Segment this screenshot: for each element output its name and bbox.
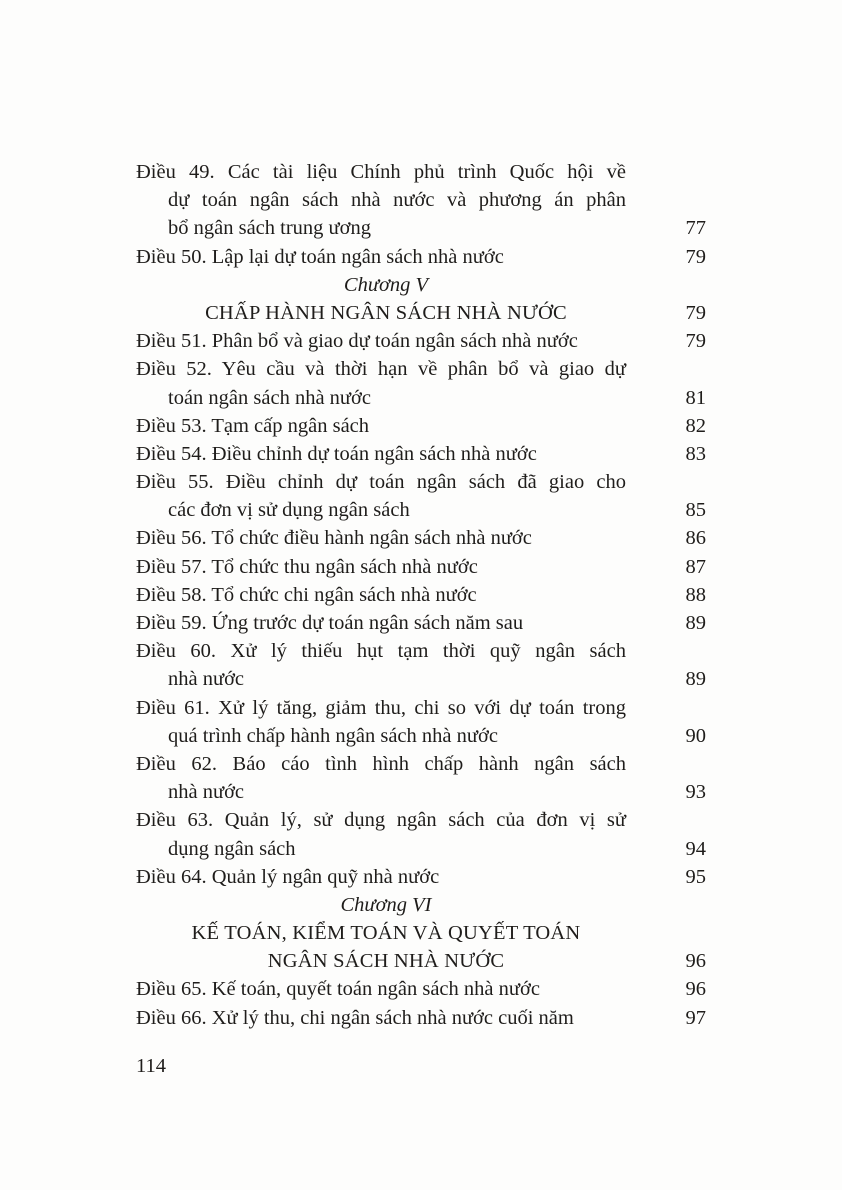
toc-entry-text: dụng ngân sách bbox=[168, 837, 296, 860]
toc-row bbox=[136, 919, 706, 947]
toc-row bbox=[136, 355, 706, 383]
toc-entry-text: Điều 59. Ứng trước dự toán ngân sách năm sau bbox=[136, 612, 524, 634]
toc-row bbox=[136, 778, 706, 806]
toc-row bbox=[136, 214, 706, 242]
toc-entry-text: Điều 58. Tổ chức chi ngân sách nhà nước bbox=[136, 583, 477, 606]
toc-row bbox=[136, 327, 706, 355]
toc-page-number: 89 bbox=[685, 612, 706, 634]
toc-entry-text: Điều 62. Báo cáo tình hình chấp hành ngân sách bbox=[136, 752, 626, 775]
toc-page-number: 97 bbox=[685, 1006, 706, 1029]
toc-entry-text: NGÂN SÁCH NHÀ NƯỚC bbox=[267, 950, 505, 973]
toc-row bbox=[136, 412, 706, 440]
toc-entry-text: bổ ngân sách trung ương bbox=[168, 217, 371, 240]
toc-row bbox=[136, 975, 706, 1003]
toc-row bbox=[136, 158, 706, 186]
toc-page-number: 79 bbox=[685, 245, 706, 268]
toc-entry-text: CHẤP HÀNH NGÂN SÁCH NHÀ NƯỚC bbox=[205, 301, 567, 324]
toc-entry-text: Điều 52. Yêu cầu và thời hạn về phân bổ và giao dự bbox=[136, 358, 626, 381]
toc-entry-text: toán ngân sách nhà nước bbox=[168, 386, 371, 409]
toc-row bbox=[136, 722, 706, 750]
toc-page-number: 90 bbox=[685, 724, 706, 747]
toc-page-number: 96 bbox=[685, 978, 706, 1001]
toc-entry-text: Điều 53. Tạm cấp ngân sách bbox=[136, 414, 370, 437]
toc-row bbox=[136, 384, 706, 412]
toc-entry-text: Điều 61. Xử lý tăng, giảm thu, chi so với dự toán trong bbox=[136, 696, 626, 719]
toc-row bbox=[136, 609, 706, 637]
toc-row bbox=[136, 891, 706, 919]
toc-entry-text: Chương V bbox=[343, 273, 429, 296]
toc-entry-text: Chương VI bbox=[340, 893, 432, 916]
toc-row bbox=[136, 863, 706, 891]
toc-entry-text: Điều 54. Điều chỉnh dự toán ngân sách nhà nước bbox=[136, 442, 537, 465]
toc-row bbox=[136, 750, 706, 778]
toc-page-number: 77 bbox=[685, 217, 706, 240]
toc-row bbox=[136, 496, 706, 524]
toc-entry-text: Điều 66. Xử lý thu, chi ngân sách nhà nước cuối năm bbox=[136, 1006, 574, 1029]
toc-page-number: 83 bbox=[685, 442, 706, 465]
toc-page-number: 86 bbox=[685, 527, 706, 550]
toc-page-number: 79 bbox=[685, 330, 706, 353]
toc-page-number: 94 bbox=[685, 837, 706, 860]
toc-page-number: 93 bbox=[685, 781, 706, 804]
toc-row bbox=[136, 553, 706, 581]
toc-entry-text: Điều 57. Tổ chức thu ngân sách nhà nước bbox=[136, 555, 478, 578]
toc-row bbox=[136, 271, 706, 299]
toc-page-number: 79 bbox=[685, 301, 706, 324]
toc-entry-text: dự toán ngân sách nhà nước và phương án phân bbox=[168, 189, 626, 212]
toc-entry-text: Điều 49. Các tài liệu Chính phủ trình Quốc hội về bbox=[136, 161, 626, 183]
toc-entry-text: Điều 55. Điều chỉnh dự toán ngân sách đã giao cho bbox=[136, 471, 626, 494]
toc-entry-text: quá trình chấp hành ngân sách nhà nước bbox=[168, 724, 498, 747]
toc-page-number: 96 bbox=[685, 950, 706, 973]
toc-row bbox=[136, 524, 706, 552]
toc-row bbox=[136, 299, 706, 327]
toc-row bbox=[136, 581, 706, 609]
page-folio: 114 bbox=[136, 1055, 166, 1077]
toc-entry-text: Điều 63. Quản lý, sử dụng ngân sách của đơn vị sử bbox=[136, 809, 626, 832]
toc-row bbox=[136, 835, 706, 863]
toc-entry-text: nhà nước bbox=[168, 781, 245, 804]
toc-entry-text: Điều 51. Phân bổ và giao dự toán ngân sách nhà nước bbox=[136, 330, 578, 353]
toc-row bbox=[136, 806, 706, 834]
toc-entry-text: Điều 64. Quản lý ngân quỹ nhà nước bbox=[136, 865, 440, 888]
toc-page-number: 81 bbox=[685, 386, 706, 409]
toc-row bbox=[136, 665, 706, 693]
toc-row bbox=[136, 468, 706, 496]
toc-entry-text: nhà nước bbox=[168, 668, 245, 691]
toc-row bbox=[136, 186, 706, 214]
table-of-contents bbox=[136, 158, 706, 1032]
toc-entry-text: Điều 65. Kế toán, quyết toán ngân sách nhà nước bbox=[136, 978, 540, 1001]
toc-page-number: 89 bbox=[685, 668, 706, 691]
toc-row bbox=[136, 694, 706, 722]
toc-page-number: 95 bbox=[685, 865, 706, 888]
toc-row bbox=[136, 243, 706, 271]
toc-page-number: 82 bbox=[685, 414, 706, 437]
toc-entry-text: Điều 60. Xử lý thiếu hụt tạm thời quỹ ngân sách bbox=[136, 640, 626, 663]
toc-page-number: 88 bbox=[685, 583, 706, 606]
toc-entry-text: các đơn vị sử dụng ngân sách bbox=[168, 499, 410, 522]
toc-page-number: 87 bbox=[685, 555, 706, 578]
toc-entry-text: Điều 56. Tổ chức điều hành ngân sách nhà nước bbox=[136, 527, 532, 550]
toc-row bbox=[136, 947, 706, 975]
toc-row bbox=[136, 1004, 706, 1032]
toc-entry-text: KẾ TOÁN, KIỂM TOÁN VÀ QUYẾT TOÁN bbox=[191, 922, 581, 945]
toc-page-number: 85 bbox=[685, 499, 706, 522]
toc-row bbox=[136, 440, 706, 468]
toc-row bbox=[136, 637, 706, 665]
toc-entry-text: Điều 50. Lập lại dự toán ngân sách nhà nước bbox=[136, 245, 504, 268]
